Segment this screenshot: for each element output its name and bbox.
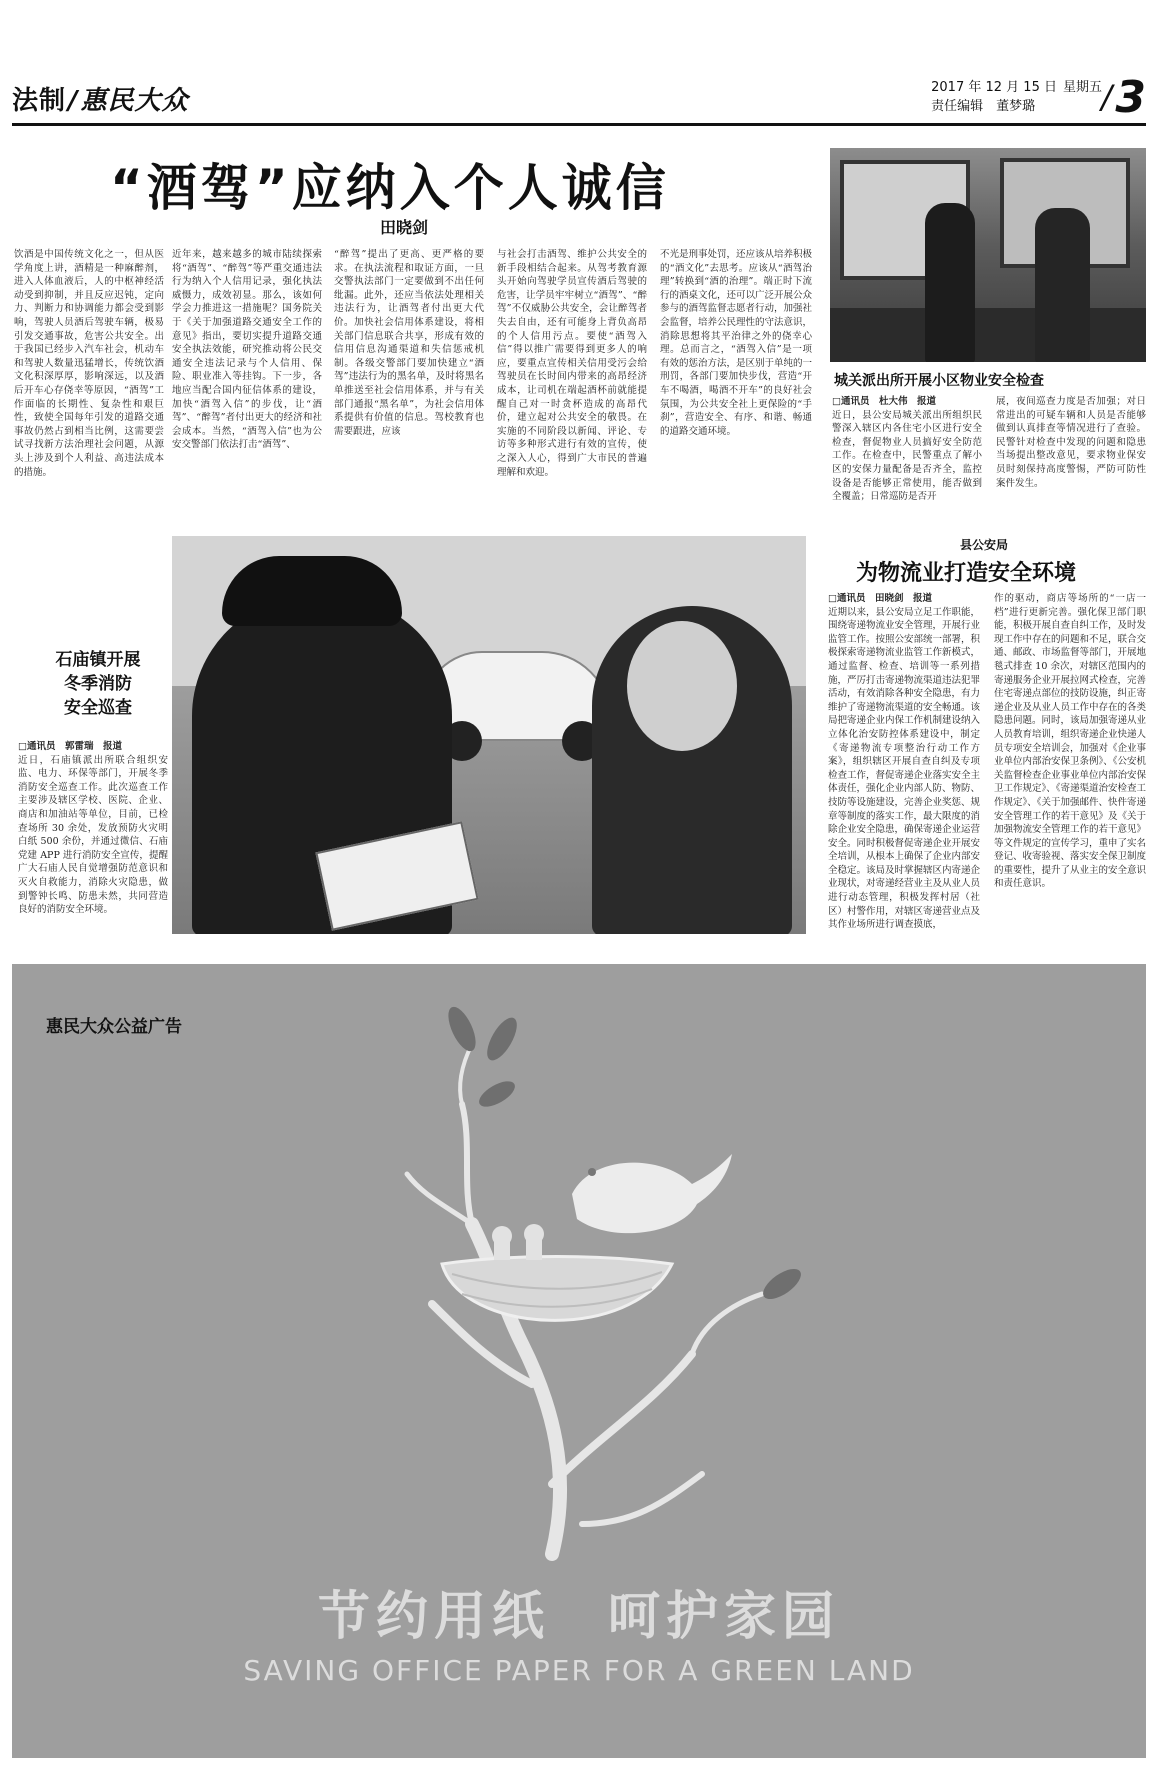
logistics-kicker: 县公安局 <box>960 538 1009 552</box>
main-headline: “酒驾”应纳入个人诚信 <box>110 159 670 217</box>
masthead-divider: / <box>68 86 79 116</box>
article-column-2: 近年来，越来越多的城市陆续探索将“酒驾”、“醉驾”等严重交通违法行为纳入个人信用记录，强化执法威慑力，成效初显。那么，该如何学会力推进这一措施呢？国务院关于《关于加强道路交通安全工作的意见》指出，要切实提升道路交通安全执法效能，研究推动将公民交通安全违法记录与个人信用、保险、职业准入等挂钩。下一步，各地应当配合国内征信体系的建设，加快“酒驾入信”的步伐，让“酒驾”、“醉驾”者付出更大的经济和社会成本。当然，“酒驾入信”也为公安交警部门依法打击“酒驾”、 <box>172 249 322 451</box>
fire-headline-line-1: 石庙镇开展 <box>55 650 141 670</box>
community-text-1: 近日，县公安局城关派出所组织民警深入辖区内各住宅小区进行安全检查，督促物业人员搞好安全防范工作。在检查中，民警重点了解小区的安保力量配备是否齐全，监控设备是否能够正常使用，能否做到全覆盖；日常巡防是否开 <box>832 409 982 503</box>
community-byline: □通讯员 杜大伟 报道 <box>832 396 936 407</box>
issue-date: 2017 年 12 月 15 日 <box>931 80 1057 95</box>
fire-headline-line-2: 冬季消防 <box>64 674 132 694</box>
photo-caption: 城关派出所开展小区物业安全检查 <box>834 373 1044 389</box>
brand-logo: 惠民大众 <box>80 86 189 116</box>
masthead-meta <box>931 78 1102 116</box>
fire-body: 近日，石庙镇派出所联合组织安监、电力、环保等部门，开展冬季消防安全巡查工作。此次巡查工作主要涉及辖区学校、医院、企业、商店和加油站等单位，目前，已检查场所 30 余处，发放预防火灾明白纸 500 余份，并通过微信、石庙党建 APP 进行消防安全宣传，提醒广大石庙人民自觉增强防范意识和灭火自救能力，消除火灾隐患，做到警钟长鸣、防患未然，共同营造良好的消防安全环境。 <box>18 754 168 916</box>
main-byline: 田晓剑 <box>380 218 429 237</box>
masthead <box>12 72 1146 126</box>
article-column-1: 饮酒是中国传统文化之一，但从医学角度上讲，酒精是一种麻醉剂，进入人体血液后，人的中枢神经活动受到抑制，并且反应迟钝，定向力、判断力和协调能力都会受到影响，驾驶人员酒后驾驶车辆，极易引发交通事故，危害公共安全。出于我国已经步入汽车社会，机动车和驾驶人数量迅猛增长，传统饮酒文化积深厚厚，影响深远，以及酒后开车心存侥幸等原因，“酒驾”工作面临的长期性、复杂性和艰巨性，致使全国每年引发的道路交通事故仍然占到相当比例，这需要尝试寻找新方法治理社会问题，从源头上涉及到个人利益、高违法成本的措施。 <box>14 249 164 478</box>
logistics-byline: □通讯员 田晓剑 报道 <box>828 593 932 604</box>
ad-slogan-english: SAVING OFFICE PAPER FOR A GREEN LAND <box>243 1654 915 1687</box>
article-column-3: “醉驾”提出了更高、更严格的要求。在执法流程和取证方面，一旦交警执法部门一定要做到不出任何纰漏。此外，还应当依法处理相关违法行为，让酒驾者付出更大代价。加快社会信用体系建设，将相关部门信息联合共享，形成有效的信用信息沟通渠道和失信惩戒机制。各级交警部门要加快建立“酒驾”违法行为的黑名单，及时将黑名单推送至社会信用体系，并与有关部门通报“黑名单”，为社会信用体系提供有价值的信息。驾校教育也需要跟进，应该 <box>334 249 484 437</box>
bird-icon <box>572 1154 732 1233</box>
fire-byline: □通讯员 郭雷瑞 报道 <box>18 741 122 752</box>
page-divider: / <box>1101 78 1112 116</box>
photo-property-inspection <box>830 148 1146 362</box>
public-service-ad <box>12 964 1146 1758</box>
logistics-text-1: 近期以来，县公安局立足工作职能，围绕寄递物流业安全管理，开展行业监管工作。按照公安部统一部署，积极探索寄递物流业监管工作新模式，通过监督、检查、培训等一系列措施，严厉打击寄递物流渠道违法犯罪活动，有效消除各种安全隐患，有力维护了寄递物流渠道的安全畅通。该局把寄递企业内保工作机制建设纳入立体化治安防控体系建设中，制定《寄递物流专项整治行动工作方案》，组织辖区开展自查自纠及专项检查工作，督促寄递企业落实安全主体责任，强化企业内部人防、物防、技防等设施建设，完善企业奖惩、规章等制度的落实工作，最大限度的消除企业安全隐患，确保寄递企业运营安全。同时积极督促寄递企业开展安全培训，从根本上确保了企业内部安全稳定。该局及时掌握辖区内寄递企业现状，对寄递经营业主及从业人员进行动态管理，积极发挥村居（社区）村警作用，对辖区寄递营业点及其作业场所进行调查摸底， <box>828 606 980 930</box>
nest-icon <box>442 1257 672 1321</box>
page-number: 3 <box>1115 72 1146 123</box>
chick-icon <box>492 1224 544 1260</box>
ad-slogan: 节约用纸 呵护家园 <box>317 1587 840 1647</box>
logistics-column-2: 作的驱动，商店等场所的“一店一档”进行更新完善。强化保卫部门职能，积极开展自查自纠工作，及时发现工作中存在的问题和不足，联合交通、邮政、市场监督等部门，开展地毯式排查 10 余次，对辖区范围内的寄递服务企业开展拉网式检查，完善住宅寄递点部位的技防设施，纠正寄递企业及从业人员工作中存在的各类隐患问题。同时，该局加强寄递从业人员教育培训，组织寄递企业快递人员专项安全培训会，加强对《企业事业单位内部治安保卫条例》、《公安机关监督检查企业事业单位内部治安保卫工作规定》、《寄递渠道治安检查工作规定》、《关于加强邮件、快件寄递安全管理工作的若干意见》及《关于加强物流安全管理工作的若干意见》等文件规定的宣传学习，重申了实名登记、收寄验视、落实安全保卫制度的重要性，提升了从业主的安全意识和责任意识。 <box>994 593 1146 890</box>
ad-label: 惠民大众公益广告 <box>46 1017 182 1037</box>
section-name: 法制 <box>12 86 67 116</box>
photo-fire-inspection <box>172 536 806 934</box>
community-column-2: 展，夜间巡查力度是否加强；对日常进出的可疑车辆和人员是否能够做到认真排查等情况进行了查验。民警针对检查中发现的问题和隐患当场提出整改意见，要求物业保安员时刻保持高度警惕，严防可防性案件发生。 <box>996 396 1146 489</box>
masthead-title <box>12 80 189 117</box>
editor-credit: 责任编辑 董梦璐 <box>931 99 1036 114</box>
article-column-4: 与社会打击酒驾、维护公共安全的新手段相结合起来。从驾考教育源头开始向驾驶学员宣传酒后驾驶的危害，让学员牢牢树立“酒驾”、“醉驾”不仅威胁公共安全，会让醉驾者失去自由，还有可能身上背负高昂的个人信用污点。要使“酒驾入信”得以推广需要得到更多人的响应，要重点宣传相关信用受污会给驾驶员在长时间内带来的高昂经济成本，让司机在端起酒杯前就能提醒自己对一时贪杯造成的高昂代价，建立起对公共安全的敬畏。在实施的不同阶段以新闻、评论、专访等多种形式进行有效的宣传，使之深入人心，得到广大市民的普遍理解和欢迎。 <box>497 249 647 478</box>
bird-nest-illustration <box>402 1004 822 1564</box>
community-column-1 <box>832 395 982 513</box>
fire-column <box>18 740 168 934</box>
issue-weekday: 星期五 <box>1062 80 1102 95</box>
article-column-5: 不光是刑事处罚，还应该从培养积极的“酒文化”去思考。应该从“酒驾治理”转换到“酒的治理”。端正时下流行的酒桌文化，还可以广泛开展公众参与的酒驾监督志愿者行动，加强社会监督，培养公民理性的守法意识，消除思想将其平治律之外的侥幸心理。总而言之，“酒驾入信”是一项有效的惩治方法，是区别于单纯的一刑罚，各部门要加快步伐，营造“开车不喝酒，喝酒不开车”的良好社会氛围，为公共安全社上更保险的“手刹”，营造安全、有序、和谐、畅通的道路交通环境。 <box>660 249 812 437</box>
logistics-column-1 <box>828 592 980 930</box>
fire-headline-line-3: 安全巡查 <box>64 698 132 718</box>
logistics-headline: 为物流业打造安全环境 <box>856 561 1077 586</box>
fire-headline <box>28 648 168 720</box>
